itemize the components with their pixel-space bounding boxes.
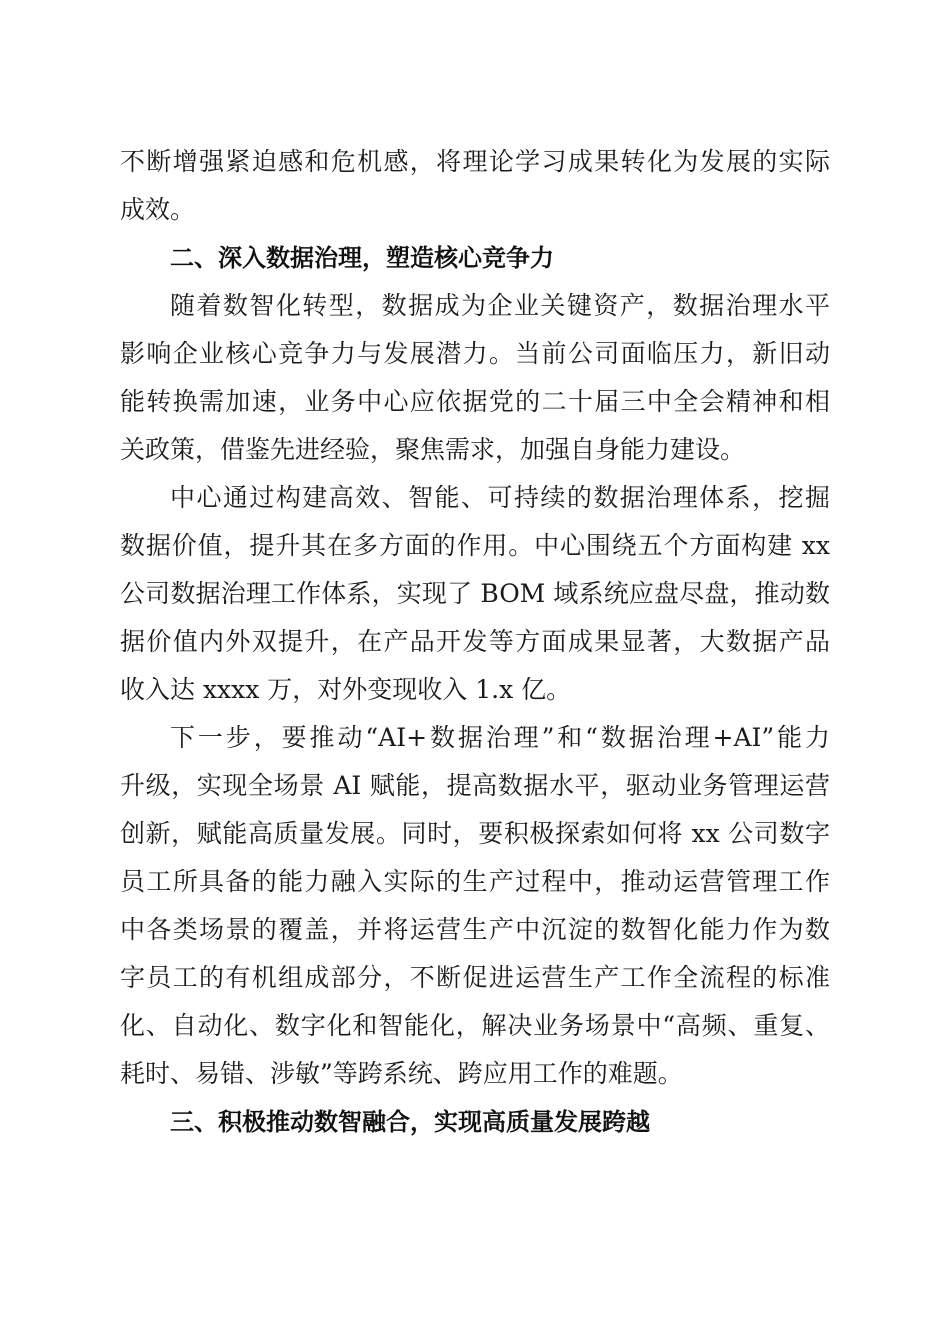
body-text-line: 不断增强紧迫感和危机感，将理论学习成果转化为发展的实际 — [120, 147, 830, 176]
paragraph-line: 耗时、易错、涉敏”等跨系统、跨应用工作的难题。 — [120, 1059, 683, 1088]
paragraph-line: 字员工的有机组成部分，不断促进运营生产工作全流程的标准 — [120, 963, 830, 992]
paragraph-line: 公司数据治理工作体系，实现了 BOM 域系统应盘尽盘，推动数 — [120, 579, 830, 608]
paragraph-line: 随着数智化转型，数据成为企业关键资产，数据治理水平 — [170, 291, 830, 320]
paragraph-line: 化、自动化、数字化和智能化，解决业务场景中“高频、重复、 — [120, 1011, 830, 1040]
paragraph-line: 升级，实现全场景 AI 赋能，提高数据水平，驱动业务管理运营 — [120, 771, 830, 800]
paragraph-line: 数据价值，提升其在多方面的作用。中心围绕五个方面构建 xx — [120, 531, 830, 560]
body-text-line: 成效。 — [120, 195, 196, 224]
document-body — [120, 138, 830, 1146]
paragraph-line: 员工所具备的能力融入实际的生产过程中，推动运营管理工作 — [120, 867, 830, 896]
paragraph-line: 据价值内外双提升，在产品开发等方面成果显著，大数据产品 — [120, 627, 830, 656]
paragraph-line: 创新，赋能高质量发展。同时，要积极探索如何将 xx 公司数字 — [120, 819, 830, 848]
section-heading-2: 二、深入数据治理，塑造核心竞争力 — [170, 244, 554, 272]
paragraph-line: 中各类场景的覆盖，并将运营生产中沉淀的数智化能力作为数 — [120, 915, 830, 944]
paragraph-line: 影响企业核心竞争力与发展潜力。当前公司面临压力，新旧动 — [120, 339, 830, 368]
section-heading-3: 三、积极推动数智融合，实现高质量发展跨越 — [170, 1108, 650, 1136]
paragraph-line: 下一步，要推动“AI+数据治理”和“数据治理+AI”能力 — [170, 723, 830, 752]
paragraph-line: 能转换需加速，业务中心应依据党的二十届三中全会精神和相 — [120, 387, 830, 416]
paragraph-line: 中心通过构建高效、智能、可持续的数据治理体系，挖掘 — [170, 483, 830, 512]
paragraph-line: 关政策，借鉴先进经验，聚焦需求，加强自身能力建设。 — [120, 435, 746, 464]
paragraph-line: 收入达 xxxx 万，对外变现收入 1.x 亿。 — [120, 675, 572, 704]
